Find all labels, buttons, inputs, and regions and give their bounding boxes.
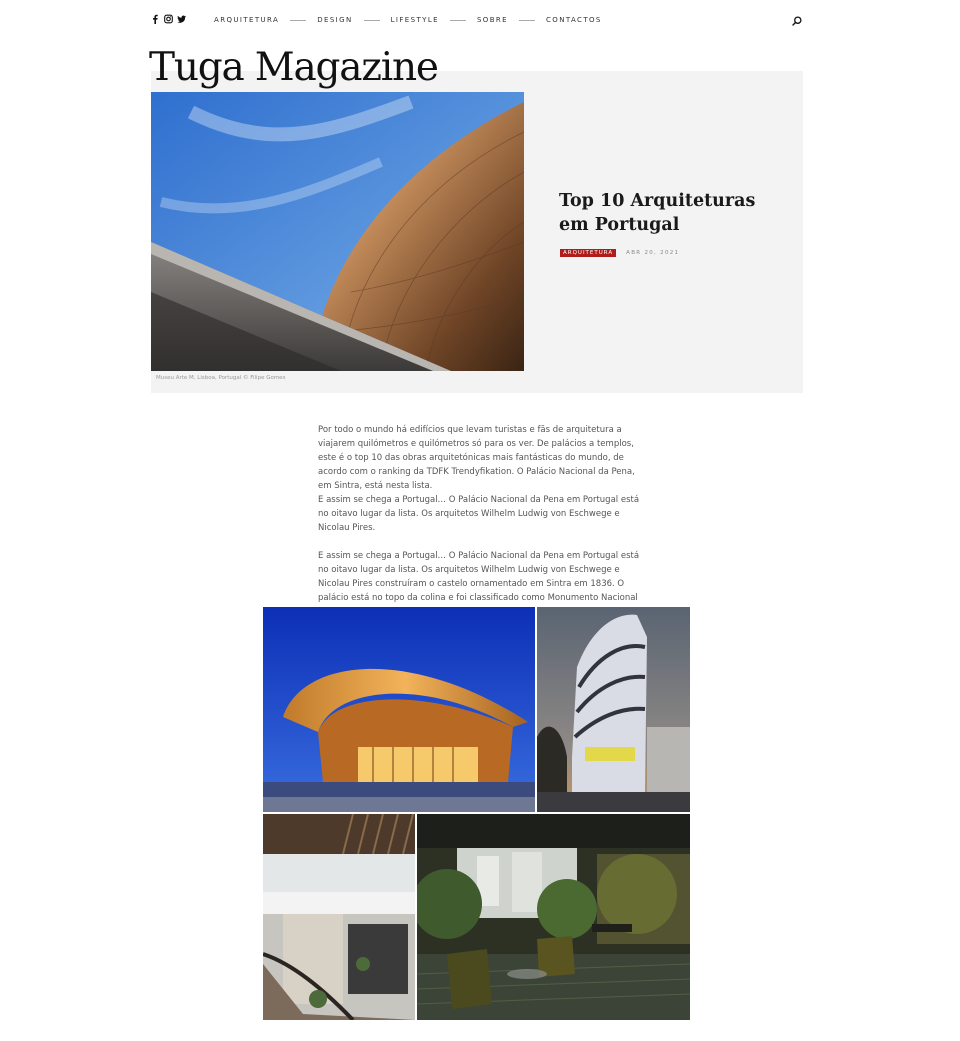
gallery-image[interactable] [263,607,535,812]
post-meta [560,249,679,257]
category-badge[interactable]: ARQUITETURA [560,249,616,257]
nav-separator [290,20,306,21]
nav-separator [519,20,535,21]
post-date: ABR 20, 2021 [626,250,680,256]
twitter-icon[interactable] [177,14,185,24]
article-body [318,423,648,633]
facebook-icon[interactable] [151,14,159,24]
gallery-image[interactable] [537,607,690,812]
nav-item-contactos[interactable]: CONTACTOS [546,16,602,24]
top-bar [151,12,803,28]
search-icon[interactable] [791,14,803,26]
main-nav [214,12,602,28]
instagram-icon[interactable] [164,14,172,24]
paragraph: E assim se chega a Portugal… O Palácio Nacional da Pena em Portugal está no oitavo lugar da lista. Os arquitetos Wilhelm Ludwig von Eschwege e Nicolau Pires construíram o castelo ornamentado em Sintra em 1836. O palácio está no topo da colina e foi classificado como Monumento Nacional [318,551,640,603]
nav-separator [364,20,380,21]
hero-image[interactable] [151,92,524,371]
nav-item-arquitetura[interactable]: ARQUITETURA [214,16,280,24]
nav-item-sobre[interactable]: SOBRE [476,16,508,24]
image-caption: Museu Arte M, Lisboa, Portugal © Filipe Gomes [156,375,286,381]
paragraph: Por todo o mundo há edifícios que levam turistas e fãs de arquitetura a viajarem quilómetros e quilómetros só para os ver. De palácios a templos, este é o top 10 das obras arquitetónicas mais fantásticas do mundo, de acordo com o ranking da TDFK Trendyfikation. O Palácio Nacional da Pena, em Sintra, está nesta lista. E assim se chega a Portugal… O Palácio Nacional da Pena em Portugal está no oitavo lugar da lista. Os arquitetos Wilhelm Ludwig von Eschwege e Nicolau Pires. [318,425,640,533]
nav-separator [450,20,466,21]
gallery-image[interactable] [417,814,690,1020]
image-gallery [263,607,690,1020]
nav-item-lifestyle[interactable]: LIFESTYLE [390,16,439,24]
social-links [151,14,185,24]
site-logo[interactable]: Tuga Magazine [149,45,438,90]
gallery-image[interactable] [263,814,415,1020]
nav-item-design[interactable]: DESIGN [317,16,353,24]
post-title: Top 10 Arquiteturas em Portugal [559,191,756,235]
